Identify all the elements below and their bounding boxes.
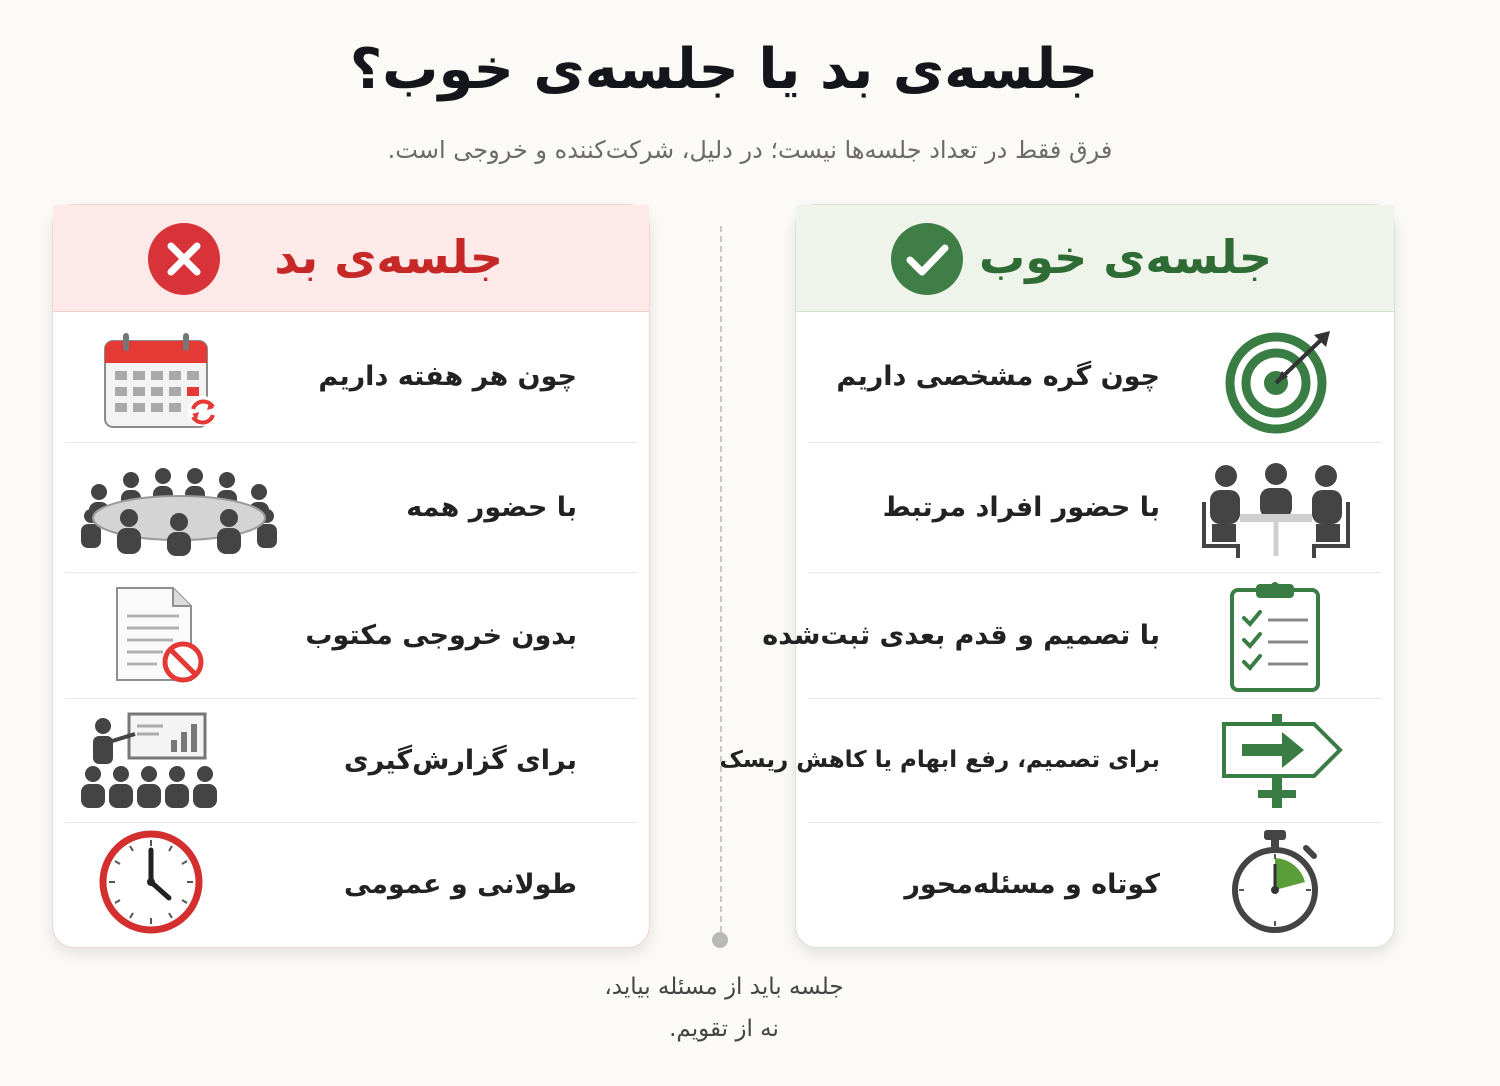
small-meeting-icon [1198, 462, 1354, 560]
good-panel-title: جلسه‌ی خوب [978, 230, 1272, 284]
good-item-4 [719, 698, 1382, 823]
footer-line-1: جلسه باید از مسئله بیاید، [604, 974, 844, 1000]
large-meeting-icon [77, 464, 281, 556]
page-title: جلسه‌ی بد یا جلسه‌ی خوب؟ [349, 37, 1099, 102]
divider-dot [712, 932, 728, 948]
checklist-icon [1228, 580, 1322, 694]
page-subtitle: فرق فقط در تعداد جلسه‌ها نیست؛ در دلیل، شرکت‌کننده و خروجی است. [387, 136, 1113, 164]
good-item-label: با حضور افراد مرتبط [882, 491, 1160, 523]
bad-panel-header [53, 205, 649, 312]
good-item-5 [808, 822, 1382, 946]
good-item-2 [808, 442, 1382, 573]
bad-item-2 [65, 442, 637, 573]
footer-note [0, 966, 1448, 1050]
no-document-icon [113, 586, 209, 686]
direction-sign-icon [1220, 712, 1344, 810]
center-divider [720, 226, 722, 932]
good-item-label: برای تصمیم، رفع ابهام یا کاهش ریسک [719, 747, 1160, 773]
bad-item-label: طولانی و عمومی [343, 868, 577, 900]
bad-item-3 [65, 572, 637, 699]
good-meeting-panel [719, 204, 1395, 948]
recurring-calendar-icon [103, 331, 223, 431]
bad-item-1 [65, 311, 637, 443]
bad-item-4 [65, 698, 637, 823]
check-circle-icon [890, 222, 964, 296]
bad-item-label: چون هر هفته داریم [318, 361, 577, 392]
good-item-label: کوتاه و مسئله‌محور [904, 868, 1160, 900]
bad-meeting-panel [52, 204, 650, 948]
x-circle-icon [147, 222, 221, 296]
good-item-3 [762, 572, 1382, 699]
presentation-audience-icon [79, 712, 223, 810]
footer-line-2: نه از تقویم. [669, 1016, 779, 1042]
bad-panel-title: جلسه‌ی بد [274, 230, 503, 284]
good-item-label: با تصمیم و قدم بعدی ثبت‌شده [762, 619, 1160, 651]
good-panel-header [796, 205, 1394, 312]
stopwatch-icon [1228, 828, 1322, 936]
target-icon [1226, 329, 1336, 433]
bad-item-label: بدون خروجی مکتوب [305, 619, 577, 651]
good-item-label: چون گره مشخصی داریم [836, 361, 1160, 392]
bad-item-5 [65, 822, 637, 946]
clock-icon [99, 830, 203, 934]
good-item-1 [808, 311, 1382, 443]
bad-item-label: با حضور همه [406, 491, 577, 523]
bad-item-label: برای گزارش‌گیری [343, 744, 577, 776]
